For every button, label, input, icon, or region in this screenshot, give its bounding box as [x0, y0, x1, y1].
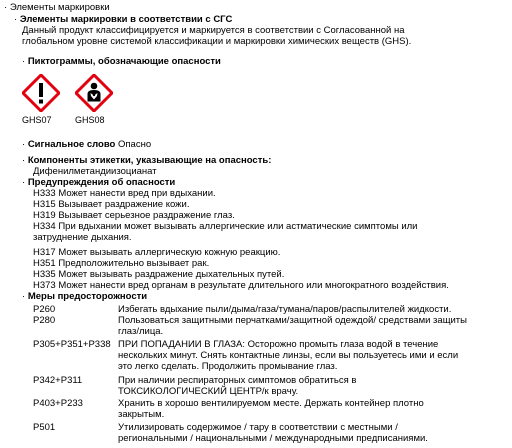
precaution-text: глаз/лица. [118, 326, 164, 337]
precaution-code: P342+P311 [33, 375, 83, 386]
hazard-statement: H315 Вызывает раздражение кожи. [33, 199, 190, 210]
bullet-dot: · [22, 177, 26, 188]
precaution-text: Избегать вдыхание пыли/дыма/газа/тумана/паров/распылителей жидкости. [118, 304, 452, 315]
precaution-text: закрытым. [118, 409, 165, 420]
hazards-heading: Предупреждения об опасности [27, 177, 176, 188]
precaution-text: Пользоваться защитными перчатками/защитной одеждой/ средствами защиты [118, 315, 467, 326]
ghs-heading-row [14, 14, 232, 25]
hazard-statement: H317 Может вызывать аллергическую кожную реакцию. [33, 247, 281, 258]
precaution-text: ТОКСИКОЛОГИЧЕСКИЙ ЦЕНТР/к врачу. [118, 386, 299, 397]
ghs-text-line: Данный продукт классифицируется и маркируется в соответствии с Согласованной на [22, 25, 405, 36]
hazard-statement: H334 При вдыхании может вызывать аллергические или астматические симптомы или [33, 221, 418, 232]
bullet-dot: · [22, 56, 26, 67]
precautions-heading-row [22, 291, 147, 302]
hazards-heading-row [22, 177, 175, 188]
precaution-text: нескольких минут. Снять контактные линзы, если вы пользуетесь ими и если [118, 350, 459, 361]
precaution-code: P280 [33, 315, 56, 326]
signal-word-value: Опасно [118, 139, 152, 150]
precaution-text: Хранить в хорошо вентилируемом месте. Держать контейнер плотно [118, 398, 424, 409]
health-hazard-icon [75, 74, 113, 112]
precautions-heading: Меры предосторожности [27, 291, 148, 302]
hazard-statement: затруднение дыхания. [33, 232, 132, 243]
hazard-statement: H333 Может нанести вред при вдыхании. [33, 188, 216, 199]
bullet-dot: · [22, 155, 26, 166]
ghs-text-line: глобальном уровне системой классификации и маркировки химических веществ (GHS). [22, 36, 412, 47]
pictogram-code: GHS08 [75, 115, 105, 125]
exclamation-mark-icon [22, 74, 60, 112]
hazard-statement: H335 Может вызывать раздражение дыхательных путей. [33, 269, 285, 280]
section-title: Элементы маркировки [9, 2, 110, 13]
hazard-statement: H351 Предположительно вызывает рак. [33, 258, 210, 269]
bullet-dot: · [22, 291, 26, 302]
section-title-row [4, 2, 110, 13]
pictogram-ghs08 [75, 74, 113, 112]
components-value: Дифенилметандиизоцианат [33, 166, 157, 177]
precaution-text: ПРИ ПОПАДАНИИ В ГЛАЗА: Осторожно промыть глаза водой в течение [118, 339, 439, 350]
signal-word-row [22, 139, 151, 150]
precaution-code: P260 [33, 304, 56, 315]
bullet-dot: · [22, 139, 26, 150]
pictograms-heading: Пиктограммы, обозначающие опасности [27, 56, 221, 67]
bullet-dot: · [14, 14, 18, 25]
pictograms-heading-row [22, 56, 221, 67]
pictogram-ghs07 [22, 74, 60, 112]
hazard-statement: H319 Вызывает серьезное раздражение глаз. [33, 210, 235, 221]
precaution-code: P403+P233 [33, 398, 83, 409]
signal-word-label: Сигнальное слово [27, 139, 116, 150]
pictogram-code: GHS07 [22, 115, 52, 125]
precaution-text: это легко сделать. Продолжить промывание глаз. [118, 361, 338, 372]
precaution-code: P305+P351+P338 [33, 339, 111, 350]
precaution-text: При наличии респираторных симптомов обратиться в [118, 375, 357, 386]
ghs-heading: Элементы маркировки в соответствии с СГС [19, 14, 233, 25]
components-heading: Компоненты этикетки, указывающие на опасность: [27, 155, 272, 166]
precaution-code: P501 [33, 422, 56, 433]
components-heading-row [22, 155, 271, 166]
precaution-text: Утилизировать содержимое / тару в соответствии с местными / [118, 422, 398, 433]
precaution-text: региональными / национальными / международными предписаниями. [118, 433, 428, 444]
bullet-dot: · [4, 2, 8, 13]
hazard-statement: H373 Может нанести вред органам в результате длительного или многократного воздействия. [33, 280, 449, 291]
